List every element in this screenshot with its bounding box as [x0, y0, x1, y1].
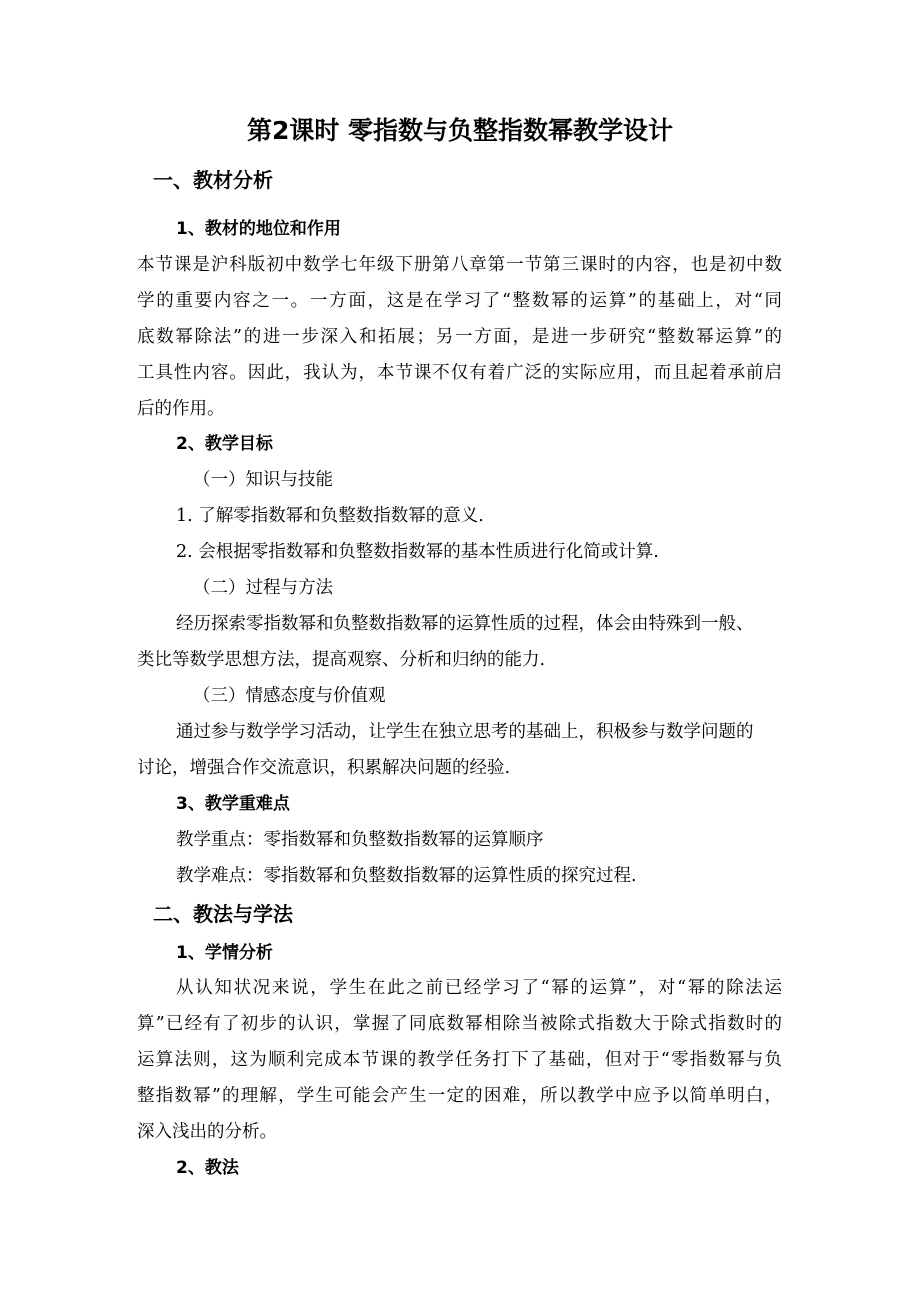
goal-heading-knowledge: （一）知识与技能 — [193, 470, 333, 490]
subheading-role: 1、教材的地位和作用 — [176, 219, 341, 239]
paragraph-line: 讨论，增强合作交流意识，积累解决问题的经验. — [137, 758, 511, 778]
paragraph-line: 底数幂除法”的进一步深入和拓展；另一方面，是进一步研究“整数幂运算”的 — [137, 327, 782, 347]
section-heading-material-analysis: 一、教材分析 — [153, 168, 273, 192]
paragraph-line: 经历探索零指数幂和负整数指数幂的运算性质的过程，体会由特殊到一般、 — [176, 614, 754, 634]
list-item: 2. 会根据零指数幂和负整数指数幂的基本性质进行化简或计算. — [176, 542, 659, 562]
section-heading-methods: 二、教法与学法 — [153, 902, 293, 926]
paragraph-line: 类比等数学思想方法，提高观察、分析和归纳的能力. — [137, 650, 546, 670]
paragraph-line: 算”已经有了初步的认识，掌握了同底数幂相除当被除式指数大于除式指数时的 — [137, 1014, 782, 1034]
paragraph-line: 工具性内容。因此，我认为，本节课不仅有着广泛的实际应用，而且起着承前启 — [137, 363, 782, 383]
paragraph-line: 后的作用。 — [137, 399, 225, 419]
subheading-teaching-method: 2、教法 — [176, 1158, 239, 1178]
goal-heading-emotion: （三）情感态度与价值观 — [193, 686, 386, 706]
key-point: 教学重点：零指数幂和负整数指数幂的运算顺序 — [176, 830, 544, 850]
paragraph-line: 深入浅出的分析。 — [137, 1122, 277, 1142]
paragraph-line: 整指数幂”的理解，学生可能会产生一定的困难，所以教学中应予以简单明白， — [137, 1086, 782, 1106]
page-title: 第2课时 零指数与负整指数幂教学设计 — [246, 116, 674, 145]
paragraph-line: 本节课是沪科版初中数学七年级下册第八章第一节第三课时的内容，也是初中数 — [137, 255, 782, 275]
paragraph-line: 通过参与数学学习活动，让学生在独立思考的基础上，积极参与数学问题的 — [176, 722, 754, 742]
goal-heading-process: （二）过程与方法 — [193, 578, 333, 598]
paragraph-line: 从认知状况来说，学生在此之前已经学习了“幂的运算”，对“幂的除法运 — [176, 978, 782, 998]
paragraph-line: 运算法则，这为顺利完成本节课的教学任务打下了基础，但对于“零指数幂与负 — [137, 1050, 782, 1070]
subheading-learner-analysis: 1、学情分析 — [176, 943, 273, 963]
difficulty-point: 教学难点：零指数幂和负整数指数幂的运算性质的探究过程. — [176, 866, 637, 886]
list-item: 1. 了解零指数幂和负整数指数幂的意义. — [176, 506, 484, 526]
subheading-goals: 2、教学目标 — [176, 434, 273, 454]
paragraph-line: 学的重要内容之一。一方面，这是在学习了“整数幂的运算”的基础上，对“同 — [137, 291, 782, 311]
subheading-key-points: 3、教学重难点 — [176, 794, 290, 814]
